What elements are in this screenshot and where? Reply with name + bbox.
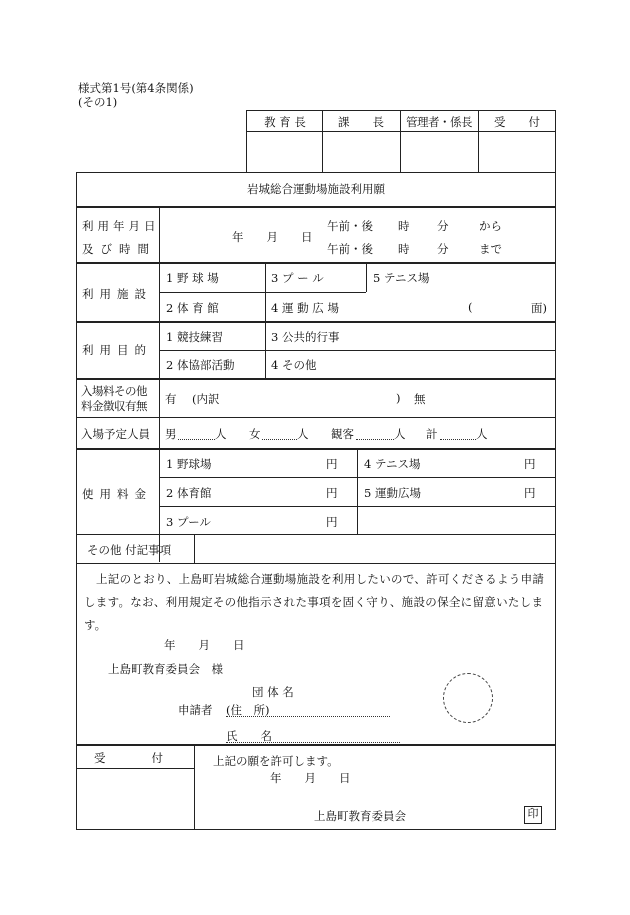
fee-pool-unit[interactable]: 円 — [326, 515, 338, 529]
end-minute[interactable]: 分 — [437, 242, 449, 256]
facility-label: 利用施設 — [82, 287, 152, 301]
reception-stamp-area[interactable] — [79, 771, 191, 827]
fee-baseball-label: 1 野球場 — [166, 457, 212, 471]
form-subnumber: (その1) — [78, 95, 118, 109]
attendance-spectator-unit: 人 — [394, 427, 406, 441]
group-name-label: 団 体 名 — [252, 685, 294, 699]
admission-detail-close: ) — [396, 391, 401, 405]
fee-pool-label: 3 プール — [166, 515, 211, 529]
statement-line1: 上記のとおり、上島町岩城総合運動場施設を利用したいので、許可くださるよう申請 — [96, 572, 545, 586]
name-field[interactable] — [226, 741, 400, 743]
addressee: 上島町教育委員会 様 — [108, 662, 223, 676]
attendance-female-label: 女 — [249, 427, 261, 441]
attendance-male-unit: 人 — [215, 427, 227, 441]
official-seal-box: 印 — [524, 806, 542, 824]
start-minute[interactable]: 分 — [437, 219, 449, 233]
form-title: 岩城総合運動場施設利用願 — [247, 182, 385, 196]
fee-tennis-label: 4 テニス場 — [364, 457, 421, 471]
reception-label: 受 付 — [94, 751, 163, 765]
admission-label-line2: 料金徴収有無 — [81, 399, 147, 413]
facility-option-gym[interactable]: 2 体 育 館 — [166, 301, 219, 315]
attendance-male-field[interactable] — [178, 438, 215, 440]
attendance-total-field[interactable] — [440, 438, 476, 440]
usage-date-field[interactable]: 年 月 日 — [232, 230, 313, 244]
purpose-option-practice[interactable]: 1 競技練習 — [166, 330, 223, 344]
attendance-total-unit: 人 — [476, 427, 488, 441]
fee-ground-unit[interactable]: 円 — [524, 486, 536, 500]
facility-option-baseball[interactable]: 1 野 球 場 — [166, 271, 219, 285]
start-ampm[interactable]: 午前・後 — [327, 219, 373, 233]
admission-label-line1: 入場料その他 — [81, 384, 147, 398]
start-suffix: から — [479, 219, 502, 233]
admission-no[interactable]: 無 — [414, 392, 426, 406]
attendance-total-label: 計 — [426, 427, 438, 441]
form-number: 様式第1号(第4条関係) — [78, 81, 194, 95]
attendance-label: 入場予定人員 — [81, 427, 150, 441]
courts-count-unit[interactable]: 面) — [531, 301, 547, 315]
remarks-label: その他 付記事項 — [87, 543, 172, 557]
usage-date-label: 利用年月日 — [82, 219, 160, 233]
admission-yes[interactable]: 有 — [165, 392, 177, 406]
approval-header-superintendent: 教 育 長 — [264, 115, 306, 129]
fee-gym-unit[interactable]: 円 — [326, 486, 338, 500]
approval-header-reception: 受 付 — [494, 115, 540, 129]
address-field[interactable] — [226, 715, 390, 717]
purpose-label: 利用目的 — [82, 343, 152, 357]
fee-label: 使用料金 — [82, 487, 152, 501]
statement-line3: す。 — [84, 618, 107, 632]
permission-statement: 上記の願を許可します。 — [213, 754, 339, 768]
approval-header-section-chief: 課 長 — [338, 115, 384, 129]
attendance-male-label: 男 — [165, 427, 177, 441]
issuer-name: 上島町教育委員会 — [314, 809, 406, 823]
attendance-female-unit: 人 — [297, 427, 309, 441]
purpose-option-other[interactable]: 4 その他 — [271, 358, 317, 372]
end-hour[interactable]: 時 — [398, 242, 410, 256]
name-label: 氏 名 — [226, 729, 272, 743]
attendance-spectator-field[interactable] — [356, 438, 394, 440]
purpose-option-public-event[interactable]: 3 公共的行事 — [271, 330, 340, 344]
courts-open-paren: ( — [468, 300, 473, 314]
permit-date[interactable]: 年 月 日 — [270, 771, 351, 785]
address-label: (住 所) — [226, 703, 270, 717]
applicant-label: 申請者 — [178, 703, 213, 717]
remarks-field[interactable] — [196, 537, 552, 559]
attendance-spectator-label: 観客 — [331, 427, 354, 441]
fee-ground-label: 5 運動広場 — [364, 486, 421, 500]
start-hour[interactable]: 時 — [398, 219, 410, 233]
end-suffix: まで — [479, 242, 502, 256]
fee-baseball-unit[interactable]: 円 — [326, 457, 338, 471]
application-date[interactable]: 年 月 日 — [164, 638, 245, 652]
attendance-female-field[interactable] — [262, 438, 297, 440]
end-ampm[interactable]: 午前・後 — [327, 242, 373, 256]
purpose-option-club[interactable]: 2 体協部活動 — [166, 358, 235, 372]
facility-option-pool[interactable]: 3 プ ー ル — [271, 271, 324, 285]
facility-option-ground[interactable]: 4 運 動 広 場 — [271, 301, 339, 315]
applicant-seal-circle — [443, 673, 493, 723]
statement-line2: します。なお、利用規定その他指示された事項を固く守り、施設の保全に留意いたしま — [84, 595, 544, 609]
usage-time-label: 及び時間 — [82, 242, 156, 256]
fee-gym-label: 2 体育館 — [166, 486, 212, 500]
admission-detail-open[interactable]: (内訳 — [192, 392, 220, 406]
fee-tennis-unit[interactable]: 円 — [524, 457, 536, 471]
facility-option-tennis[interactable]: 5 テニス場 — [373, 271, 430, 285]
approval-header-manager: 管理者・係長 — [406, 115, 472, 129]
